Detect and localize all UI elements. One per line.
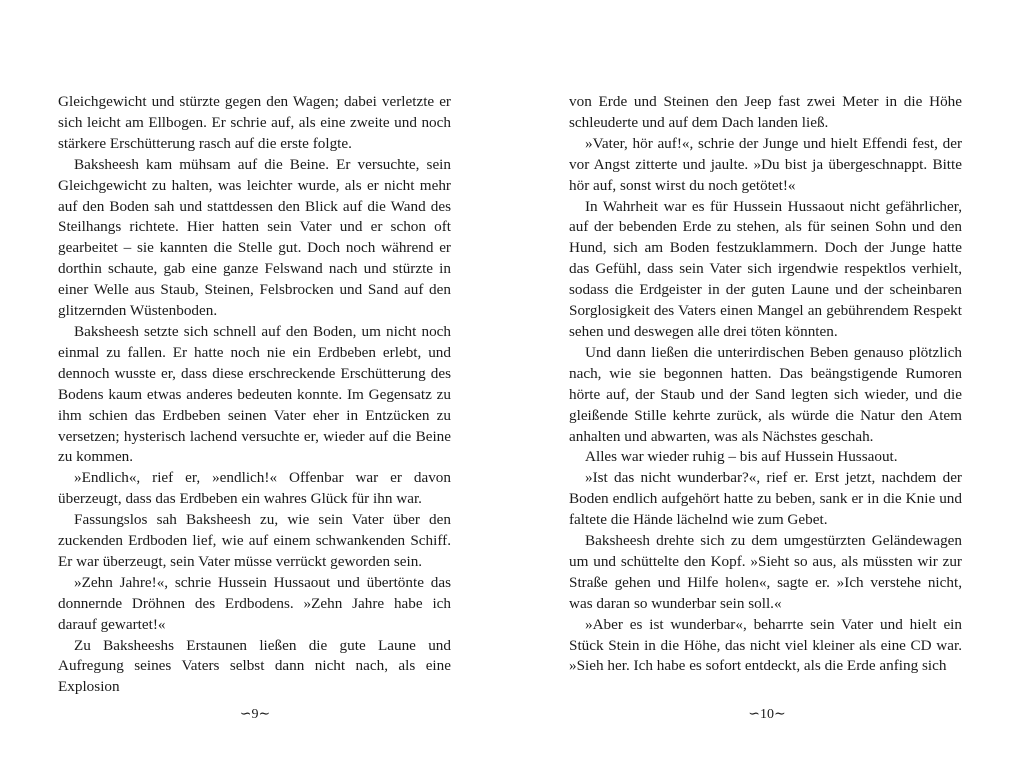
right-paragraph-5: Alles war wieder ruhig – bis auf Hussein Hussaout. [585,448,898,466]
ornament-tilde-icon: ∼ [774,707,786,722]
page-number-right [717,706,817,723]
left-paragraph-2: Baksheesh kam mühsam auf die Beine. Er versuchte, sein Gleichgewicht zu halten, was leichter wurde, als er nicht mehr auf den Boden sah und stattdessen den Blick auf die Wand des Steilhangs richtete. Hier hatten sein Vater und er schon oft gearbeitet – sie kannten die Stelle gut. Doch noch während er dorthin schaute, gab eine ganze Felswand nach und stürzte in einer Welle aus Staub, Steinen, Felsbrocken und Sand auf den glitzernden Wüstenboden. [58,155,451,320]
right-paragraph-6: »Ist das nicht wunderbar?«, rief er. Erst jetzt, nachdem der Boden endlich aufgehört hatte zu beben, sank er in die Knie und faltete die Hände lächelnd wie zum Gebet. [569,469,962,529]
right-paragraph-4: Und dann ließen die unterirdischen Beben genauso plötzlich nach, wie sie begonnen hatten. Das beängstigende Rumoren hörte auf, der Staub und der Sand legten sich wieder, und die gleißende Stille kehrte zurück, als würde die Natur den Atem anhalten und abwarten, was als Nächstes geschah. [569,343,962,445]
left-page [58,92,451,698]
right-page [569,92,962,677]
right-paragraph-2: »Vater, hör auf!«, schrie der Junge und hielt Effendi fest, der vor Angst zitterte und jaulte. »Du bist ja übergeschnappt. Bitte hör auf, sonst wirst du noch getötet!« [569,134,962,194]
ornament-swirl-icon: ∽ [748,707,760,722]
left-paragraph-1: Gleichgewicht und stürzte gegen den Wagen; dabei verletzte er sich leicht am Ellbogen. Er schrie auf, als eine zweite und noch stärkere Erschütterung rasch auf die erste folgte. [58,93,451,152]
right-paragraph-1: von Erde und Steinen den Jeep fast zwei Meter in die Höhe schleuderte und auf dem Dach landen ließ. [569,93,962,131]
left-paragraph-4: »Endlich«, rief er, »endlich!« Offenbar war er davon überzeugt, dass das Erdbeben ein wahres Glück für ihn war. [58,469,451,508]
left-paragraph-3: Baksheesh setzte sich schnell auf den Boden, um nicht noch einmal zu fallen. Er hatte noch nie ein Erdbeben erlebt, und dennoch wusste er, dass diese erschreckende Erschütterung des Bodens kaum etwas anderes bedeuten konnte. Im Gegensatz zu ihm schien das Erdbeben seinen Vater eher in Entzücken zu versetzen; hysterisch lachend versuchte er, wieder auf die Beine zu kommen. [58,322,451,466]
right-paragraph-3: In Wahrheit war es für Hussein Hussaout nicht gefährlicher, auf der bebenden Erde zu stehen, als für seinen Sohn und den Hund, sich am Boden festzuklammern. Doch der Junge hatte das Gefühl, dass sein Vater sich irgendwie respektlos verhielt, sodass die Erdgeister in der guten Laune und der scheinbaren Sorglosigkeit des Vaters einen Mangel an gebührendem Respekt sehen und deswegen alle drei töten könnten. [569,197,962,340]
page-number-left [205,706,305,723]
right-paragraph-7: Baksheesh drehte sich zu dem umgestürzten Geländewagen um und schüttelte den Kopf. »Sieht so aus, als müssten wir zur Straße gehen und Hilfe holen«, sagte er. »Ich verstehe nicht, was daran so wunderbar sein soll.« [569,532,962,612]
ornament-swirl-icon: ∽ [239,707,252,722]
page-number-value: 9 [251,707,259,722]
ornament-tilde-icon: ∼ [258,707,271,722]
left-paragraph-7: Zu Baksheeshs Erstaunen ließen die gute Laune und Aufregung seines Vaters selbst dann nicht nach, als eine Explosion [58,636,451,696]
left-paragraph-6: »Zehn Jahre!«, schrie Hussein Hussaout und übertönte das donnernde Dröhnen des Erdbodens. »Zehn Jahre habe ich darauf gewartet!« [58,573,451,633]
right-paragraph-8: »Aber es ist wunderbar«, beharrte sein Vater und hielt ein Stück Stein in die Höhe, das nicht viel kleiner als eine CD war. »Sieh her. Ich habe es sofort entdeckt, als die Erde anfing sich [569,615,962,675]
left-paragraph-5: Fassungslos sah Baksheesh zu, wie sein Vater über den zuckenden Erdboden lief, wie auf einem schwankenden Schiff. Er war überzeugt, sein Vater müsse verrückt geworden sein. [58,511,451,570]
page-number-value: 10 [760,707,774,722]
